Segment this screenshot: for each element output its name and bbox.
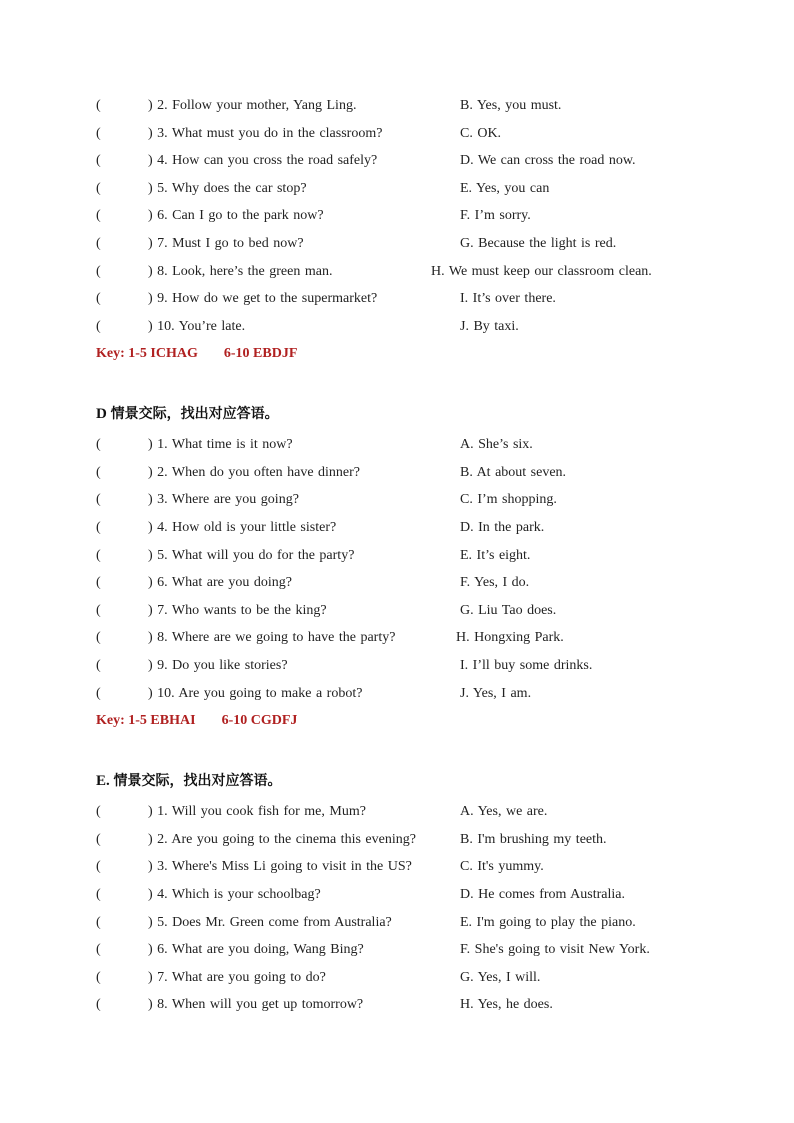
answer-blank-open: ( xyxy=(96,942,101,957)
question-row xyxy=(96,262,736,282)
answer-blank-open: ( xyxy=(96,887,101,902)
answer-blank-open: ( xyxy=(96,575,101,590)
question-row xyxy=(96,656,736,676)
answer-key-part-1: Key: 1-5 EBHAI xyxy=(96,713,196,728)
question-row xyxy=(96,546,736,566)
question-row xyxy=(96,124,736,144)
answer-option: D. He comes from Australia. xyxy=(460,887,625,902)
answer-option: B. Yes, you must. xyxy=(460,98,562,113)
question-text: ) 3. Where are you going? xyxy=(148,492,299,507)
question-row xyxy=(96,857,736,877)
answer-blank-open: ( xyxy=(96,319,101,334)
answer-option: D. In the park. xyxy=(460,520,545,535)
answer-blank-open: ( xyxy=(96,859,101,874)
answer-blank-open: ( xyxy=(96,997,101,1012)
answer-blank-open: ( xyxy=(96,291,101,306)
question-text: ) 5. What will you do for the party? xyxy=(148,548,355,563)
answer-option: A. Yes, we are. xyxy=(460,804,548,819)
question-row xyxy=(96,573,736,593)
question-text: ) 4. Which is your schoolbag? xyxy=(148,887,321,902)
answer-option: G. Liu Tao does. xyxy=(460,603,557,618)
question-row xyxy=(96,968,736,988)
question-text: ) 2. Follow your mother, Yang Ling. xyxy=(148,98,357,113)
question-text: ) 3. Where's Miss Li going to visit in the US? xyxy=(148,859,412,874)
question-text: ) 2. When do you often have dinner? xyxy=(148,465,361,480)
answer-blank-open: ( xyxy=(96,492,101,507)
answer-key-part-1: Key: 1-5 ICHAG xyxy=(96,346,198,361)
answer-blank-open: ( xyxy=(96,208,101,223)
answer-blank-open: ( xyxy=(96,658,101,673)
section-heading xyxy=(96,403,279,425)
answer-option: E. It’s eight. xyxy=(460,548,531,563)
answer-blank-open: ( xyxy=(96,804,101,819)
answer-option: C. It's yummy. xyxy=(460,859,544,874)
question-row xyxy=(96,206,736,226)
answer-option: A. She’s six. xyxy=(460,437,533,452)
answer-blank-open: ( xyxy=(96,915,101,930)
answer-blank-open: ( xyxy=(96,630,101,645)
question-row xyxy=(96,96,736,116)
answer-key-part-2: 6-10 EBDJF xyxy=(223,346,298,361)
answer-blank-open: ( xyxy=(96,686,101,701)
answer-option: F. She's going to visit New York. xyxy=(460,942,650,957)
question-text: ) 10. You’re late. xyxy=(148,319,246,334)
answer-option: B. I'm brushing my teeth. xyxy=(460,832,607,847)
answer-option: F. Yes, I do. xyxy=(460,575,530,590)
question-row xyxy=(96,885,736,905)
question-row xyxy=(96,463,736,483)
question-text: ) 5. Does Mr. Green come from Australia? xyxy=(148,915,392,930)
section-title: 情景交际，找出对应答语。 xyxy=(113,773,282,789)
question-text: ) 10. Are you going to make a robot? xyxy=(148,686,363,701)
question-text: ) 9. How do we get to the supermarket? xyxy=(148,291,378,306)
answer-option: E. Yes, you can xyxy=(460,181,550,196)
question-row xyxy=(96,601,736,621)
answer-blank-open: ( xyxy=(96,465,101,480)
answer-option: G. Yes, I will. xyxy=(460,970,541,985)
answer-option: H. Hongxing Park. xyxy=(456,630,564,645)
question-text: ) 6. Can I go to the park now? xyxy=(148,208,324,223)
question-row xyxy=(96,151,736,171)
question-row xyxy=(96,684,736,704)
question-row xyxy=(96,995,736,1015)
question-text: ) 8. Where are we going to have the party? xyxy=(148,630,396,645)
question-row xyxy=(96,179,736,199)
answer-blank-open: ( xyxy=(96,236,101,251)
question-row xyxy=(96,435,736,455)
question-row xyxy=(96,940,736,960)
question-text: ) 8. When will you get up tomorrow? xyxy=(148,997,364,1012)
answer-blank-open: ( xyxy=(96,437,101,452)
question-text: ) 7. Who wants to be the king? xyxy=(148,603,327,618)
answer-option: I. I’ll buy some drinks. xyxy=(460,658,593,673)
answer-option: E. I'm going to play the piano. xyxy=(460,915,636,930)
answer-option: B. At about seven. xyxy=(460,465,567,480)
answer-blank-open: ( xyxy=(96,98,101,113)
answer-option: J. By taxi. xyxy=(460,319,519,334)
question-row xyxy=(96,830,736,850)
question-text: ) 8. Look, here’s the green man. xyxy=(148,264,333,279)
question-text: ) 2. Are you going to the cinema this evening? xyxy=(148,832,416,847)
question-row xyxy=(96,490,736,510)
answer-blank-open: ( xyxy=(96,181,101,196)
answer-blank-open: ( xyxy=(96,603,101,618)
answer-option: D. We can cross the road now. xyxy=(460,153,636,168)
question-text: ) 7. Must I go to bed now? xyxy=(148,236,304,251)
question-text: ) 6. What are you doing? xyxy=(148,575,292,590)
answer-option: C. OK. xyxy=(460,126,502,141)
question-row xyxy=(96,802,736,822)
answer-blank-open: ( xyxy=(96,520,101,535)
question-row xyxy=(96,234,736,254)
question-text: ) 7. What are you going to do? xyxy=(148,970,326,985)
question-text: ) 9. Do you like stories? xyxy=(148,658,288,673)
question-row xyxy=(96,289,736,309)
answer-key xyxy=(96,344,297,364)
answer-option: F. I’m sorry. xyxy=(460,208,531,223)
answer-option: J. Yes, I am. xyxy=(460,686,532,701)
answer-key xyxy=(96,711,297,731)
answer-blank-open: ( xyxy=(96,548,101,563)
question-text: ) 1. What time is it now? xyxy=(148,437,293,452)
question-text: ) 4. How can you cross the road safely? xyxy=(148,153,378,168)
section-letter: D xyxy=(96,406,107,422)
question-text: ) 5. Why does the car stop? xyxy=(148,181,307,196)
section-title: 情景交际，找出对应答语。 xyxy=(110,406,279,422)
answer-option: I. It’s over there. xyxy=(460,291,556,306)
answer-blank-open: ( xyxy=(96,832,101,847)
answer-key-part-2: 6-10 CGDFJ xyxy=(221,713,298,728)
question-row xyxy=(96,317,736,337)
question-text: ) 3. What must you do in the classroom? xyxy=(148,126,383,141)
question-text: ) 6. What are you doing, Wang Bing? xyxy=(148,942,364,957)
question-text: ) 1. Will you cook fish for me, Mum? xyxy=(148,804,366,819)
answer-option: H. We must keep our classroom clean. xyxy=(431,264,652,279)
answer-blank-open: ( xyxy=(96,264,101,279)
answer-blank-open: ( xyxy=(96,126,101,141)
answer-option: G. Because the light is red. xyxy=(460,236,617,251)
question-row xyxy=(96,628,736,648)
question-row xyxy=(96,518,736,538)
answer-blank-open: ( xyxy=(96,153,101,168)
section-heading xyxy=(96,770,282,792)
answer-option: C. I’m shopping. xyxy=(460,492,557,507)
answer-blank-open: ( xyxy=(96,970,101,985)
section-letter: E. xyxy=(96,773,110,789)
answer-option: H. Yes, he does. xyxy=(460,997,553,1012)
question-text: ) 4. How old is your little sister? xyxy=(148,520,337,535)
question-row xyxy=(96,913,736,933)
